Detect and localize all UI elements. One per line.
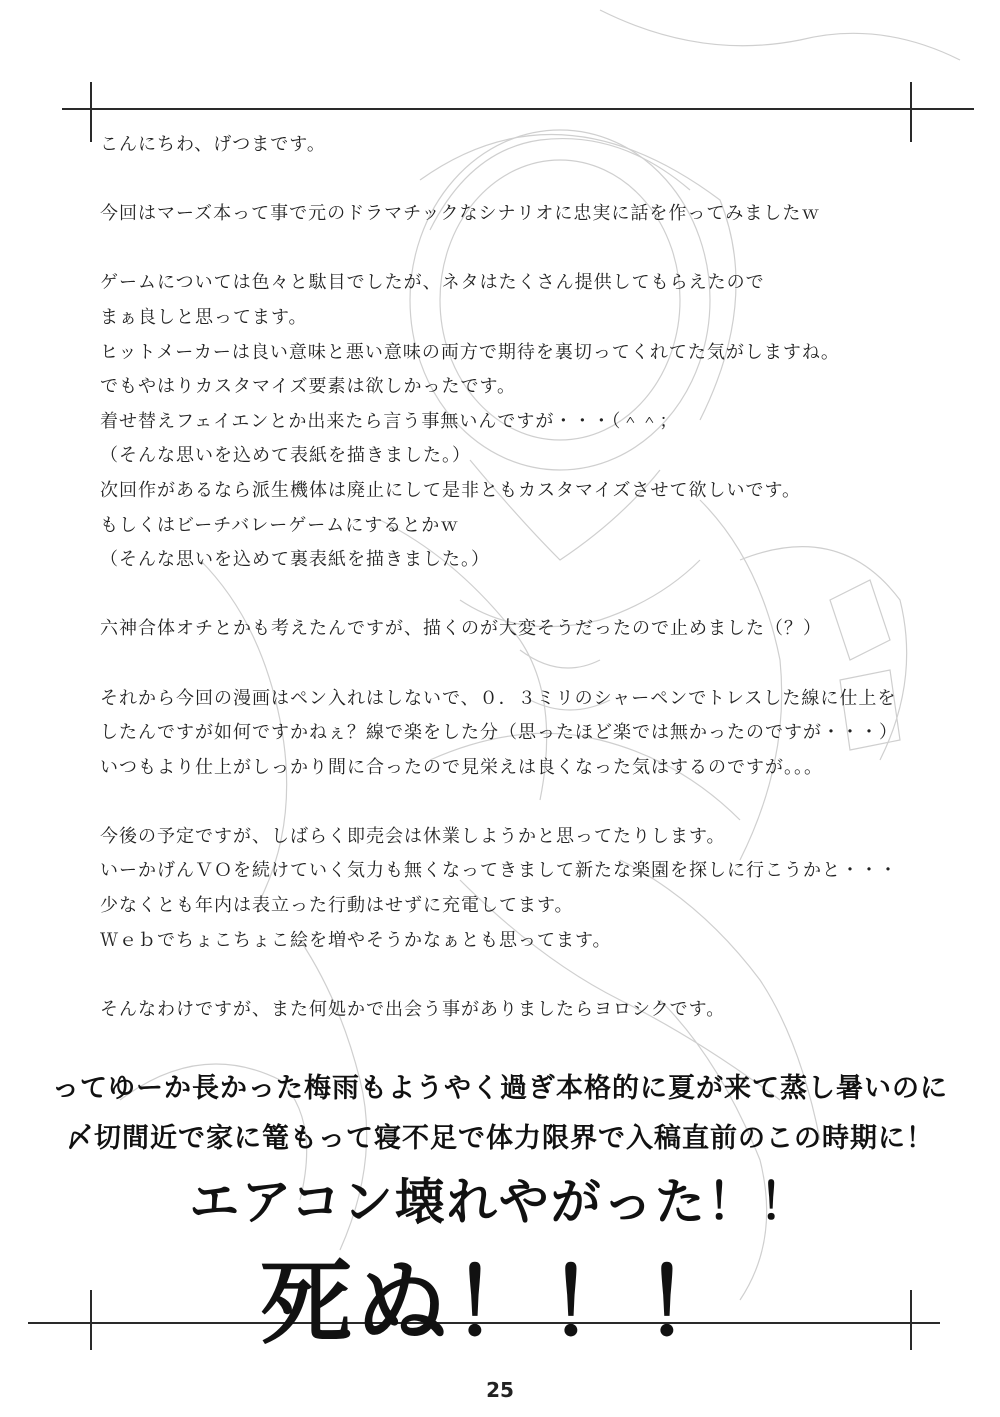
- text-line: Ｗｅｂでちょこちょこ絵を増やそうかなぁとも思ってます。: [100, 929, 612, 951]
- text-line: それから今回の漫画はペン入れはしないで、０．３ミリのシャーペンでトレスした線に仕上を: [100, 687, 897, 709]
- text-line: したんですが如何ですかねぇ？線で楽をした分（思ったほど楽では無かったのですが・・・）: [100, 722, 898, 744]
- text-line: 次回作があるなら派生機体は廃止にして是非ともカスタマイズさせて欲しいです。: [100, 479, 802, 501]
- top-left-corner-mark: [90, 82, 92, 142]
- rant-line-1: ってゆーか長かった梅雨もようやく過ぎ本格的に夏が来て蒸し暑いのに: [52, 1073, 948, 1104]
- text-line: もしくはビーチバレーゲームにするとかｗ: [100, 514, 460, 536]
- rant-headline: エアコン壊れやがった！！: [189, 1173, 811, 1231]
- text-line: 六神合体オチとかも考えたんですが、描くのが大変そうだったので止めました（？）: [100, 618, 822, 640]
- text-line: 少なくとも年内は表立った行動はせずに充電してます。: [100, 895, 574, 917]
- text-line: いーかげんＶＯを続けていく気力も無くなってきまして新たな楽園を探しに行こうかと・・・: [100, 860, 898, 882]
- text-line: でもやはりカスタマイズ要素は欲しかったです。: [100, 376, 517, 398]
- text-line: ヒットメーカーは良い意味と悪い意味の両方で期待を裏切ってくれてた気がしますね。: [100, 341, 840, 363]
- page-number: 25: [486, 1378, 514, 1402]
- afterword-body: [100, 128, 920, 1027]
- text-line: 今回はマーズ本って事で元のドラマチックなシナリオに忠実に話を作ってみましたｗ: [100, 203, 821, 225]
- text-line: まぁ良しと思ってます。: [100, 306, 308, 328]
- rant-line-2: 〆切間近で家に篭もって寝不足で体力限界で入稿直前のこの時期に！: [66, 1123, 934, 1154]
- text-line: ゲームについては色々と駄目でしたが、ネタはたくさん提供してもらえたので: [100, 272, 765, 294]
- rant-exclamation: 死ぬ！！！: [259, 1250, 740, 1357]
- greeting-line: こんにちわ、げつまです。: [100, 134, 326, 155]
- text-line: 着せ替えフェイエンとか出来たら言う事無いんですが・・・（＾＾；: [100, 410, 679, 432]
- closing-line: そんなわけですが、また何処かで出会う事がありましたらヨロシクです。: [100, 998, 726, 1020]
- text-line: （そんな思いを込めて裏表紙を描きました。）: [100, 549, 490, 571]
- text-line: いつもより仕上がしっかり間に合ったので見栄えは良くなった気はするのですが。。。: [100, 756, 823, 778]
- text-line: 今後の予定ですが、しばらく即売会は休業しようかと思ってたりします。: [100, 825, 726, 847]
- text-line: （そんな思いを込めて表紙を描きました。）: [100, 445, 471, 467]
- top-border-rule: [62, 108, 974, 110]
